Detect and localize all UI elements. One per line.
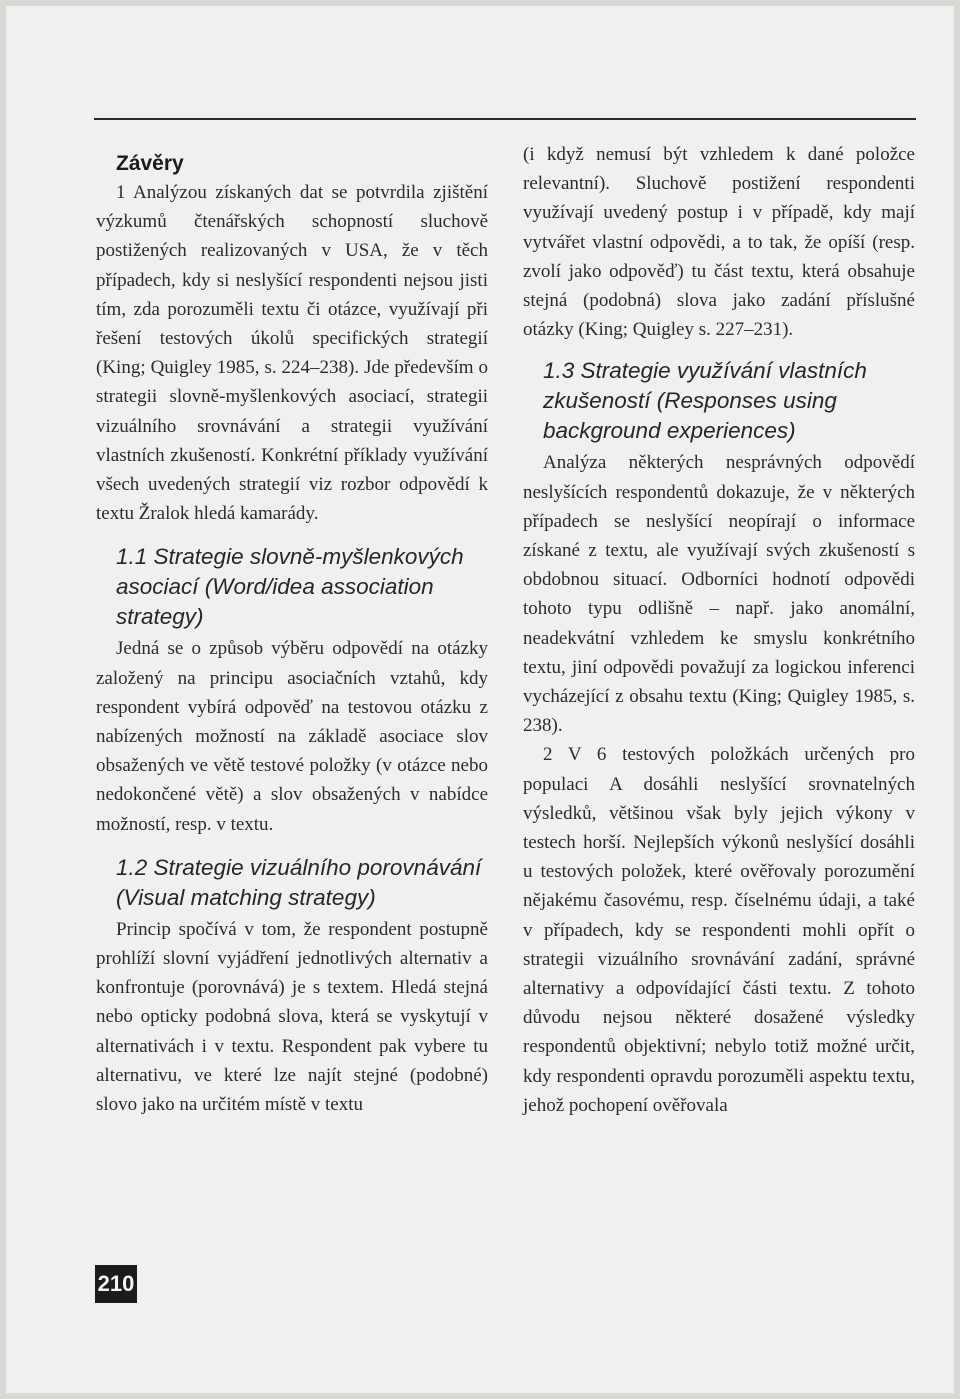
paragraph-1-2: Princip spočívá v tom, že respondent postupně prohlíží slovní vyjádření jednotlivých alternativ a konfrontuje (porovnává) je s textem. Hledá stejná nebo opticky podobná slova, která se vyskytují v alternativách i v textu. Respondent pak vybere tu alternativu, ve které lze najít stejné (podobné) slovo jako na určitém místě v textu xyxy=(96,918,488,1116)
subheading-1-2: 1.2 Strategie vizuálního porovnávání (Visual matching strategy) xyxy=(116,854,482,910)
paragraph-1-3: Analýza některých nesprávných odpovědí neslyšících respondentů dokazuje, že v některých případech se neslyšící neopírají o informace získané z textu, ale využívají svých zkušeností s obdobnou situací. Odborníci hodnotí odpovědi tohoto typu odlišně – např. jako anomální, neadekvátní vzhledem ke smyslu konkrétního textu, jiní odpovědi považují za logickou inferenci vycházející z obsahu textu (King; Quigley 1985, s. 238). xyxy=(523,452,915,737)
section-title: Závěry xyxy=(116,152,184,175)
paragraph-1-1: Jedná se o způsob výběru odpovědí na otázky založený na principu asociačních vztahů, kdy respondent vybírá odpověď na testovou otázku z nabízených možností na základě asociace slov obsažených ve větě testové položky (v otázce nebo nedokončené větě) a slov obsažených v nabídce možností, resp. v textu. xyxy=(96,638,488,835)
left-column xyxy=(96,140,488,1119)
subheading-1-1: 1.1 Strategie slovně-myšlenkových asociací (Word/idea association strategy) xyxy=(116,544,464,630)
paragraph-1-2-continued: (i když nemusí být vzhledem k dané položce relevantní). Sluchově postižení respondenti využívají uvedený postup i v případě, kdy mají vytvářet vlastní odpovědi, a to tak, že opíší (resp. zvolí jako odpověď) tu část textu, která obsahuje stejná (podobná) slova jako zadání příslušné otázky (King; Quigley s. 227–231). xyxy=(523,144,915,341)
header-rule xyxy=(94,118,916,120)
page-number: 210 xyxy=(95,1265,137,1303)
subheading-1-3: 1.3 Strategie využívání vlastních zkušeností (Responses using background experiences) xyxy=(543,358,867,444)
right-column xyxy=(523,140,915,1120)
paragraph-conclusion-1: 1 Analýzou získaných dat se potvrdila zjištění výzkumů čtenářských schopností sluchově postižených realizovaných v USA, že v těch případech, kdy si neslyšící respondenti nejsou jisti tím, zda porozuměli textu či otázce, využívají při řešení testových úkolů specifických strategií (King; Quigley 1985, s. 224–238). Jde především o strategii slovně-myšlenkových asociací, strategii vizuálního srovnávání a strategii využívání vlastních zkušeností. Konkrétní příklady využívání všech uvedených strategií viz rozbor odpovědí k textu Žralok hledá kamarády. xyxy=(96,182,488,525)
paragraph-conclusion-2: 2 V 6 testových položkách určených pro populaci A dosáhli neslyšící srovnatelných výsledků, většinou však byly jejich výkony v testech horší. Nejlepších výkonů neslyšící dosáhli u testových položek, které ověřovaly porozumění nějakému časovému, resp. číselnému údaji, a také v případech, kdy se respondenti mohli opřít o strategii vizuálního srovnávání zadání, správné alternativy a odpovídající části textu. Z tohoto důvodu nejsou některé dosažené výsledky respondentů objektivní; nebylo totiž možné určit, kdy respondenti opravdu porozuměli aspektu textu, jehož pochopení ověřovala xyxy=(523,744,915,1116)
